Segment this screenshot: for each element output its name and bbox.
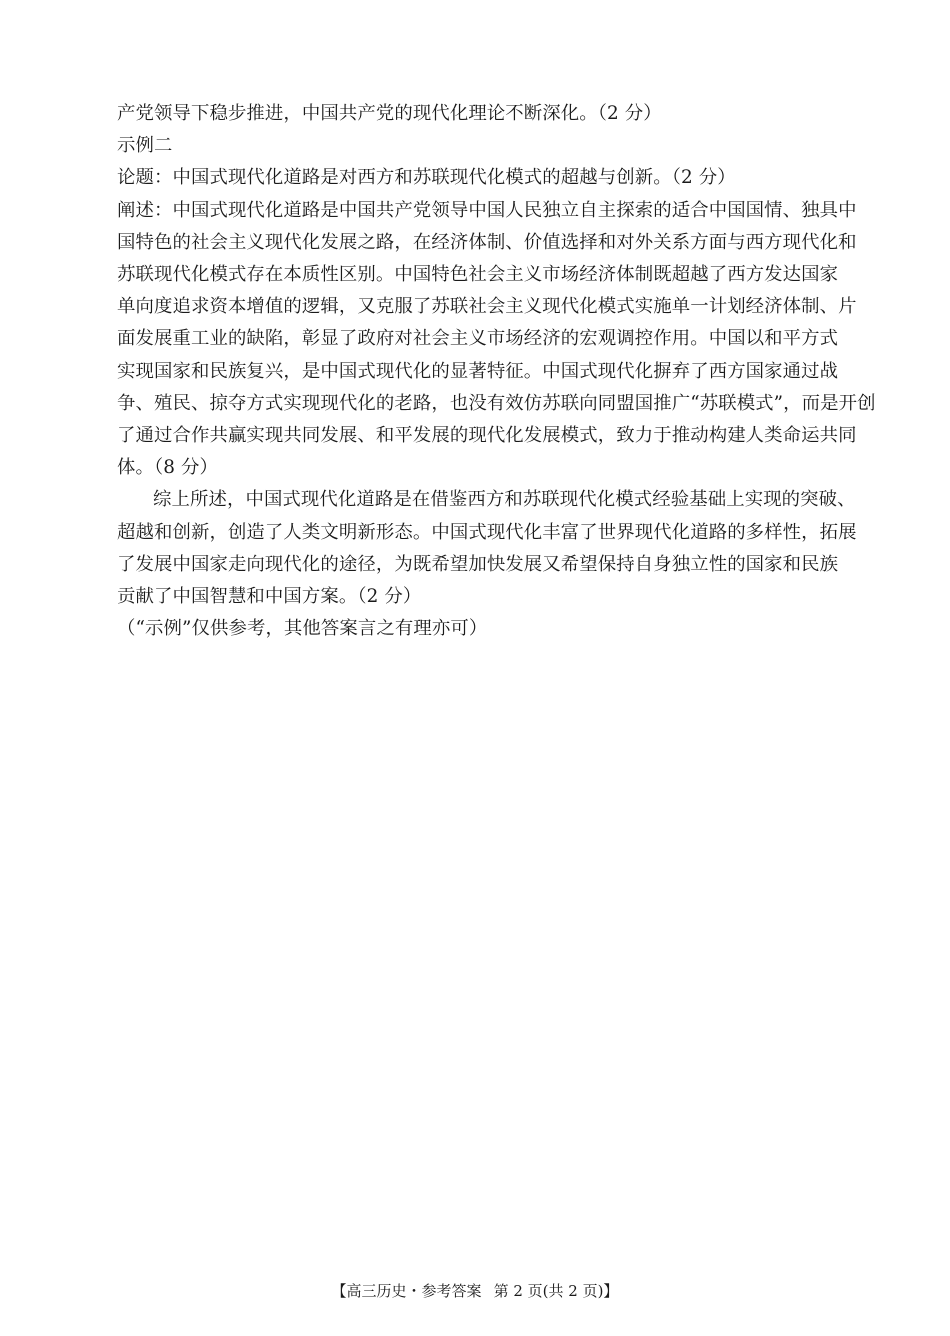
text-line: 实现国家和民族复兴，是中国式现代化的显著特征。中国式现代化摒弃了西方国家通过战 xyxy=(117,360,839,382)
text-line: 贡献了中国智慧和中国方案。（2 分） xyxy=(117,586,422,608)
answer-text-block xyxy=(117,98,876,645)
elaboration-line: 阐述：中国式现代化道路是中国共产党领导中国人民独立自主探索的适合中国国情、独具中 xyxy=(117,199,857,221)
footer-title: 【高三历史・参考答案 xyxy=(331,1282,482,1300)
text-line: 了发展中国家走向现代化的途径，为既希望加快发展又希望保持自身独立性的国家和民族 xyxy=(117,553,839,575)
text-line: 国特色的社会主义现代化发展之路，在经济体制、价值选择和对外关系方面与西方现代化和 xyxy=(117,231,857,253)
text-line: 争、殖民、掠夺方式实现现代化的老路，也没有效仿苏联向同盟国推广“苏联模式”，而是开创 xyxy=(117,392,876,414)
footer-page-number: 第 2 页(共 2 页)】 xyxy=(493,1282,619,1300)
text-line: 超越和创新，创造了人类文明新形态。中国式现代化丰富了世界现代化道路的多样性，拓展 xyxy=(117,521,857,543)
thesis-line: 论题：中国式现代化道路是对西方和苏联现代化模式的超越与创新。（2 分） xyxy=(117,167,736,189)
text-line: 产党领导下稳步推进，中国共产党的现代化理论不断深化。（2 分） xyxy=(117,103,662,124)
text-line: 苏联现代化模式存在本质性区别。中国特色社会主义市场经济体制既超越了西方发达国家 xyxy=(117,264,839,286)
example-two-heading: 示例二 xyxy=(117,135,173,157)
text-line: 体。（8 分） xyxy=(117,457,218,479)
page-footer xyxy=(0,1281,950,1301)
conclusion-line: 综上所述，中国式现代化道路是在借鉴西方和苏联现代化模式经验基础上实现的突破、 xyxy=(153,489,856,511)
text-line: 面发展重工业的缺陷，彰显了政府对社会主义市场经济的宏观调控作用。中国以和平方式 xyxy=(117,328,839,350)
note-line: （“示例”仅供参考，其他答案言之有理亦可） xyxy=(117,618,488,640)
text-line: 单向度追求资本增值的逻辑，又克服了苏联社会主义现代化模式实施单一计划经济体制、片 xyxy=(117,296,857,318)
text-line: 了通过合作共赢实现共同发展、和平发展的现代化发展模式，致力于推动构建人类命运共同 xyxy=(117,425,857,447)
